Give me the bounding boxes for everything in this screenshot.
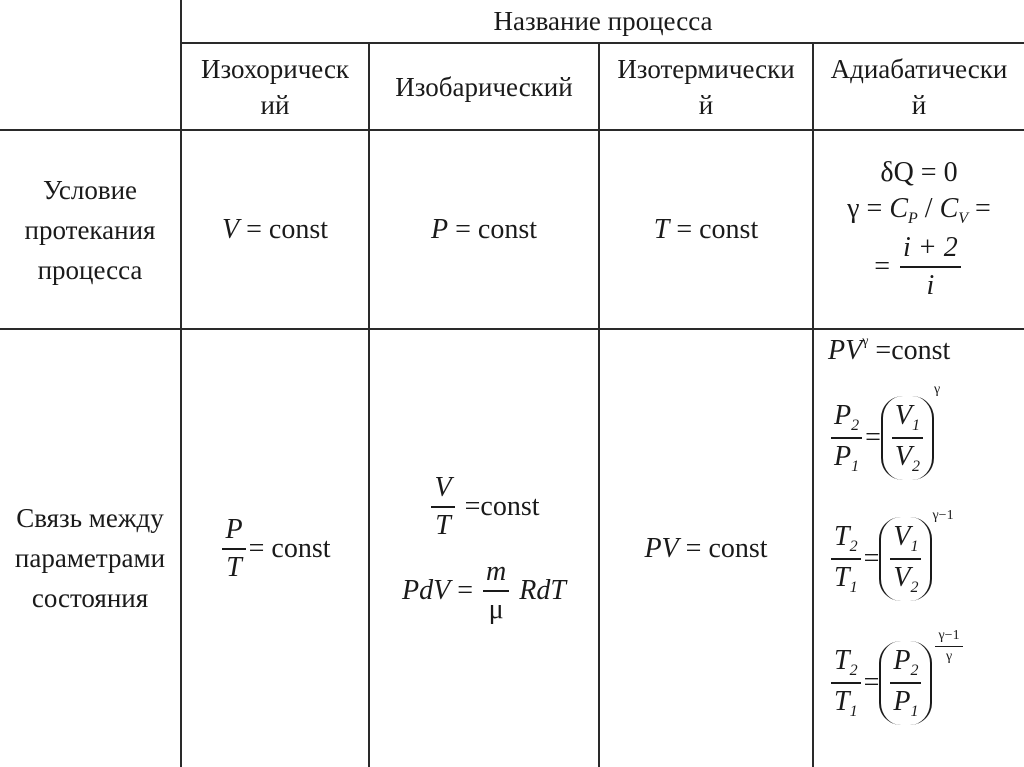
formula-symbol: P xyxy=(430,213,449,245)
relation-isobaric xyxy=(370,330,598,767)
condition-isochoric xyxy=(182,131,368,328)
formula-eq: = xyxy=(685,532,702,564)
column-header-text: Изобарический xyxy=(395,71,573,102)
formula-symbol: T xyxy=(834,686,850,717)
formula-eq: = xyxy=(248,532,265,564)
formula-const: const xyxy=(477,213,537,245)
formula-eq: = xyxy=(863,543,880,574)
formula-gamma-i xyxy=(874,232,963,302)
denominator: T xyxy=(226,551,242,583)
condition-isobaric xyxy=(370,131,598,328)
formula-subscript: 2 xyxy=(910,662,919,679)
formula-subscript: 1 xyxy=(849,579,858,596)
fraction xyxy=(831,400,862,476)
row-label-text: процесса xyxy=(37,254,143,285)
row-label-text: Условие xyxy=(42,174,137,205)
formula-p-v xyxy=(828,382,940,494)
column-header-text: Адиабатически xyxy=(830,53,1008,84)
formula-symbol: T xyxy=(834,645,850,676)
formula-superscript: γ−1 xyxy=(932,508,954,523)
fraction xyxy=(890,521,921,597)
fraction xyxy=(222,514,245,584)
formula-symbol: PV xyxy=(828,335,863,366)
formula-eq: = xyxy=(875,335,892,366)
formula-subscript: 1 xyxy=(851,458,860,475)
column-header-text: й xyxy=(911,89,927,120)
formula-symbol: V xyxy=(893,562,911,593)
row-label-relation xyxy=(0,330,180,767)
denominator: T xyxy=(435,509,451,541)
formula-eq: = xyxy=(975,193,991,224)
formula-subscript: 2 xyxy=(849,538,858,555)
fraction xyxy=(483,556,509,626)
formula-symbol: P xyxy=(834,441,852,472)
numerator: P xyxy=(225,513,243,545)
parenthesis xyxy=(881,396,934,480)
group-header xyxy=(182,0,1024,42)
formula-eq: = xyxy=(863,667,880,698)
column-header-isobaric xyxy=(370,44,598,129)
formula-const: const xyxy=(480,490,540,522)
formula-symbol: V xyxy=(221,213,240,245)
relation-isochoric xyxy=(182,330,368,767)
formula-superscript: γ xyxy=(862,334,869,349)
formula-subscript: 2 xyxy=(849,662,858,679)
formula-pv-gamma xyxy=(828,334,950,376)
column-header-text: й xyxy=(698,89,714,120)
column-header-text: ий xyxy=(260,89,290,120)
formula-symbol: Pd xyxy=(402,574,434,606)
row-label-text: состояния xyxy=(31,582,149,613)
denominator: μ xyxy=(488,593,504,625)
formula-const: const xyxy=(268,213,328,245)
fraction xyxy=(831,645,861,721)
formula-symbol: PV xyxy=(644,532,679,564)
numerator: m xyxy=(486,555,507,587)
formula-symbol: T xyxy=(834,521,850,552)
formula-subscript: P xyxy=(908,210,918,227)
formula-symbol: P xyxy=(834,400,852,431)
relation-isothermal xyxy=(600,330,812,767)
formula-subscript: 2 xyxy=(851,417,860,434)
numerator: γ−1 xyxy=(938,628,960,643)
condition-isothermal xyxy=(600,131,812,328)
formula-gamma: $\gamma = C_P / C_V$ = xyxy=(847,193,991,227)
formula-const: const xyxy=(708,532,768,564)
formula-subscript: 1 xyxy=(849,703,858,720)
fraction xyxy=(831,521,861,597)
column-header-text: Изохорическ xyxy=(200,53,350,84)
formula-const: const xyxy=(271,532,331,564)
formula-eq: = xyxy=(866,193,883,224)
formula-symbol: Rd xyxy=(519,574,551,606)
formula-symbol: P xyxy=(893,686,911,717)
formula-pdv xyxy=(402,556,566,626)
relation-adiabatic xyxy=(814,334,1024,767)
formula-const: const xyxy=(891,335,951,366)
fraction xyxy=(900,232,961,302)
column-header-isothermal xyxy=(600,44,812,129)
exponent-fraction xyxy=(935,628,962,665)
formula-const: const xyxy=(699,213,759,245)
formula-subscript: 2 xyxy=(910,579,919,596)
formula-eq: = xyxy=(865,422,881,453)
formula-symbol: P xyxy=(893,645,911,676)
row-label-text: параметрами xyxy=(14,542,166,573)
formula-dq: δQ = 0 xyxy=(880,157,958,188)
fraction xyxy=(890,645,921,721)
formula-eq: = xyxy=(455,213,471,245)
formula-symbol: T xyxy=(653,213,670,245)
formula-eq: = xyxy=(676,213,693,245)
parenthesis xyxy=(879,517,932,601)
formula-symbol: T xyxy=(550,574,566,606)
parenthesis xyxy=(879,641,932,725)
fraction xyxy=(431,472,454,542)
formula-v-over-t xyxy=(428,472,539,542)
condition-adiabatic xyxy=(814,131,1024,328)
formula-symbol: V xyxy=(894,441,913,472)
formula-symbol: γ xyxy=(847,193,860,224)
group-header-text: Название процесса xyxy=(493,6,713,36)
formula-subscript: 1 xyxy=(910,703,919,720)
formula-subscript: 2 xyxy=(912,458,921,475)
formula-symbol: C xyxy=(939,193,959,224)
formula-eq: = xyxy=(246,213,262,245)
numerator: i + 2 xyxy=(903,232,958,263)
formula-eq: = xyxy=(464,490,481,522)
formula-superscript: γ xyxy=(934,382,941,397)
formula-eq: = xyxy=(874,251,891,282)
formula-symbol: V xyxy=(893,521,911,552)
formula-subscript: 1 xyxy=(912,417,921,434)
row-label-text: протекания xyxy=(24,214,156,245)
formula-symbol: C xyxy=(889,193,909,224)
column-header-text: Изотермически xyxy=(617,53,795,84)
formula-subscript: V xyxy=(958,210,969,227)
denominator: i xyxy=(926,270,935,301)
formula-symbol: V xyxy=(433,574,451,606)
column-header-isochoric xyxy=(182,44,368,129)
denominator: γ xyxy=(945,649,953,664)
formula-symbol: T xyxy=(834,562,850,593)
fraction xyxy=(892,400,923,476)
formula-t-p xyxy=(828,624,966,742)
row-label-condition xyxy=(0,131,180,328)
formula-symbol: V xyxy=(894,400,913,431)
column-header-adiabatic xyxy=(814,44,1024,129)
formula-subscript: 1 xyxy=(910,538,919,555)
numerator: V xyxy=(434,471,452,503)
formula-eq: = xyxy=(457,574,474,606)
formula-t-v xyxy=(828,500,954,618)
row-label-text: Связь между xyxy=(16,502,164,533)
